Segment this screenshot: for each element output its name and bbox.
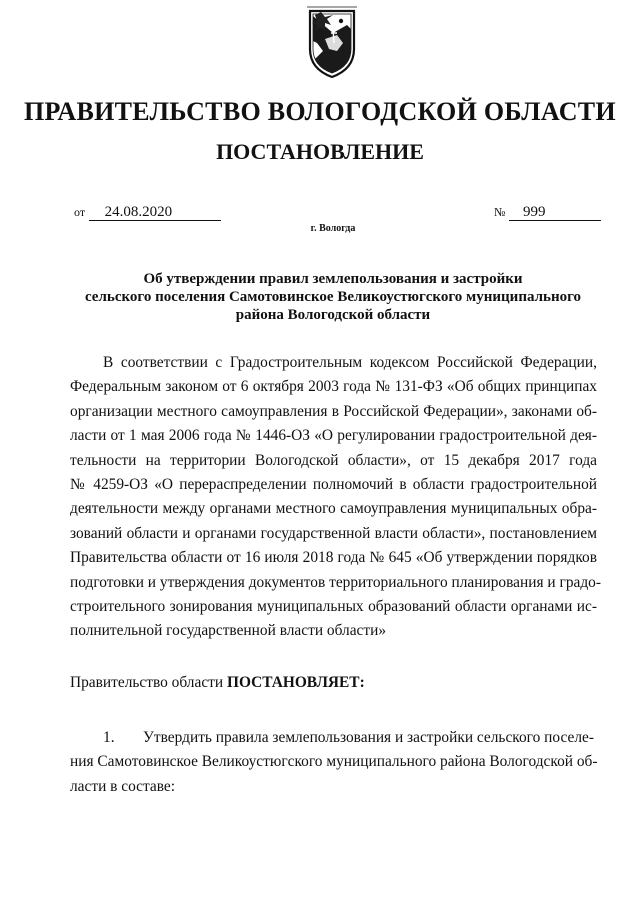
paragraph-line: подготовки и утверждения документов территориального планирования и градо-	[70, 573, 601, 591]
date-field	[74, 204, 221, 221]
number-field	[494, 204, 601, 221]
item-line: ния Самотовинское Великоустюгского муниципального района Вологодской об-	[70, 753, 598, 771]
paragraph-line: полнительной государственной власти области»	[70, 622, 387, 640]
paragraph-line: строительного зонирования муниципальных образований области органами ис-	[70, 598, 597, 616]
paragraph-line: зований области и органами государственной власти области», постановлением	[70, 524, 597, 542]
city: г. Вологда	[310, 223, 356, 234]
decree-prefix: Правительство области	[70, 674, 224, 691]
paragraph-line: № 4259-ОЗ «О перераспределении полномочий в области градостроительной	[70, 476, 597, 494]
subject-line: района Вологодской области	[235, 307, 431, 323]
paragraph-line: В соответствии с Градостроительным кодексом Российской Федерации,	[103, 354, 597, 371]
document-type: ПОСТАНОВЛЕНИЕ	[216, 139, 424, 164]
paragraph-line: Федеральным законом от 6 октября 2003 года № 131-ФЗ «Об общих принципах	[70, 378, 597, 396]
decree-word: ПОСТАНОВЛЯЕТ:	[226, 674, 365, 691]
number-value: 999	[509, 204, 601, 221]
item-number: 1.	[103, 729, 115, 746]
paragraph-line: Правительства области от 16 июля 2018 года № 645 «Об утверждении порядков	[70, 549, 597, 567]
item-line: ласти в составе:	[70, 777, 176, 795]
government-title: ПРАВИТЕЛЬСТВО ВОЛОГОДСКОЙ ОБЛАСТИ	[24, 97, 616, 126]
number-label: №	[494, 205, 506, 219]
subject-line: сельского поселения Самотовинское Великоустюгского муниципального	[84, 289, 582, 305]
item-paragraph	[70, 726, 597, 799]
date-label: от	[74, 205, 86, 219]
coat-of-arms-emblem	[303, 3, 361, 81]
item-line: Утвердить правила землепользования и застройки сельского поселе-	[143, 729, 594, 746]
preamble-paragraph	[70, 351, 601, 644]
paragraph-line: деятельности между органами местного самоуправления муниципальных обра-	[70, 500, 597, 518]
item-first-line	[70, 726, 597, 750]
paragraph-line: организации местного самоуправления в Российской Федерации», законами об-	[70, 402, 597, 420]
subject-line: Об утверждении правил землепользования и застройки	[143, 271, 523, 287]
date-value: 24.08.2020	[89, 204, 221, 221]
paragraph-line: ласти от 1 мая 2006 года № 1446-ОЗ «О регулировании градостроительной дея-	[70, 427, 597, 445]
decree-statement	[70, 674, 365, 692]
document-subject	[0, 270, 640, 324]
paragraph-line: тельности на территории Вологодской области», от 15 декабря 2017 года	[70, 451, 597, 469]
